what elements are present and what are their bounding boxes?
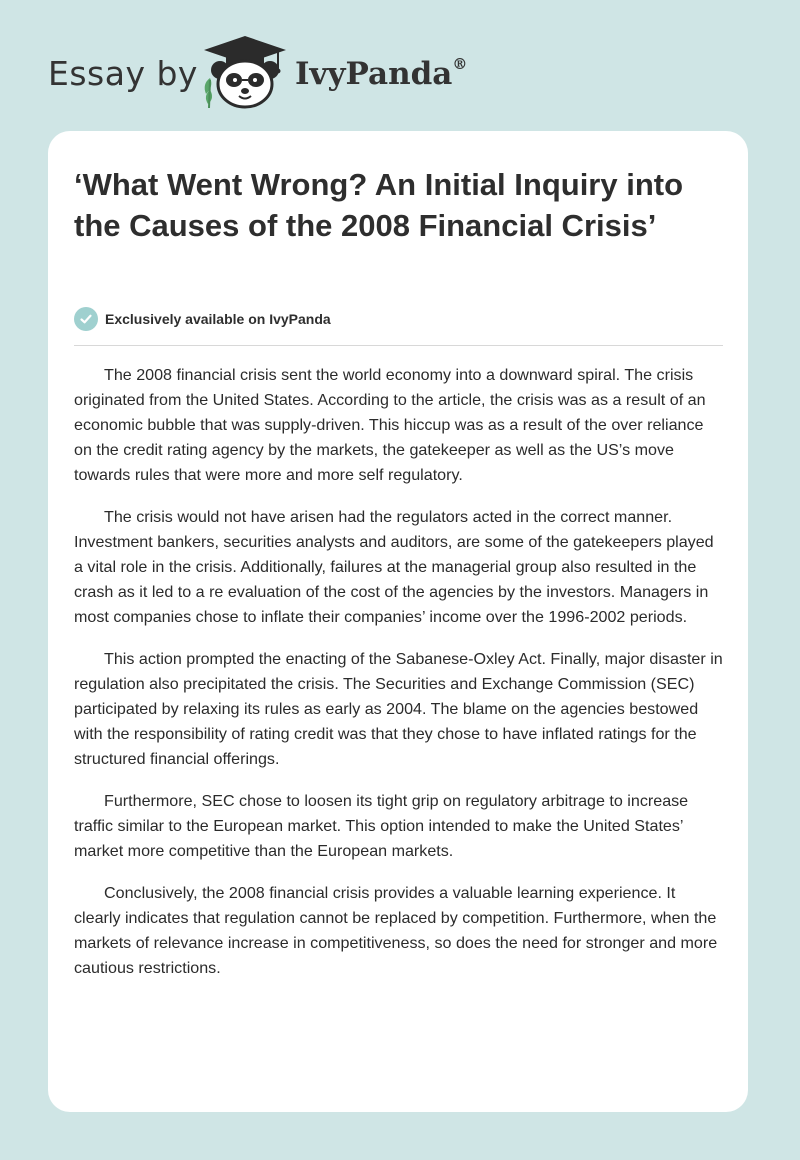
badge-label: Exclusively available on IvyPanda	[105, 311, 331, 327]
essay-by-label: Essay by	[48, 54, 198, 93]
paragraph: The crisis would not have arisen had the regulators acted in the correct manner. Investment bankers, securities analysts and auditors, are some of the gatekeepers played a vital role in the crisis. Additionally, failures at the managerial group also resulted in the crash as it led to a re evaluation of the cost of the agencies by the investors. Managers in most companies chose to inflate their companies’ income over the 1996-2002 periods.	[74, 508, 714, 626]
site-header	[48, 34, 508, 114]
document-card	[48, 131, 748, 1112]
paragraph: This action prompted the enacting of the Sabanese-Oxley Act. Finally, major disaster in regulation also precipitated the crisis. The Securities and Exchange Commission (SEC) participated by relaxing its rules as early as 2004. The blame on the agencies bestowed with the responsibility of rating credit was that they chose to have inflated ratings for the structured financial offerings.	[74, 650, 723, 768]
exclusive-badge	[74, 306, 331, 332]
check-circle-icon	[74, 307, 98, 331]
divider	[74, 345, 723, 346]
paragraph: The 2008 financial crisis sent the world economy into a downward spiral. The crisis originated from the United States. According to the article, the crisis was as a result of an economic bubble that was supply-driven. This hiccup was as a result of the over reliance on the credit rating agency by the markets, the gatekeeper as well as the US’s move towards rules that were more and more self regulatory.	[74, 366, 706, 484]
paragraph: Furthermore, SEC chose to loosen its tight grip on regulatory arbitrage to increase traffic similar to the European market. This option intended to make the United States’ market more competitive than the European markets.	[74, 792, 689, 860]
essay-body	[74, 363, 724, 998]
brand-name: IvyPanda®	[295, 54, 468, 92]
paragraph: Conclusively, the 2008 financial crisis provides a valuable learning experience. It clearly indicates that regulation cannot be replaced by competition. Furthermore, when the markets of relevance increase in competitiveness, so does the need for stronger and more cautious restrictions.	[74, 884, 718, 977]
page-title: ‘What Went Wrong? An Initial Inquiry into the Causes of the 2008 Financial Crisis’	[74, 167, 684, 243]
panda-mascot-icon	[200, 34, 290, 110]
